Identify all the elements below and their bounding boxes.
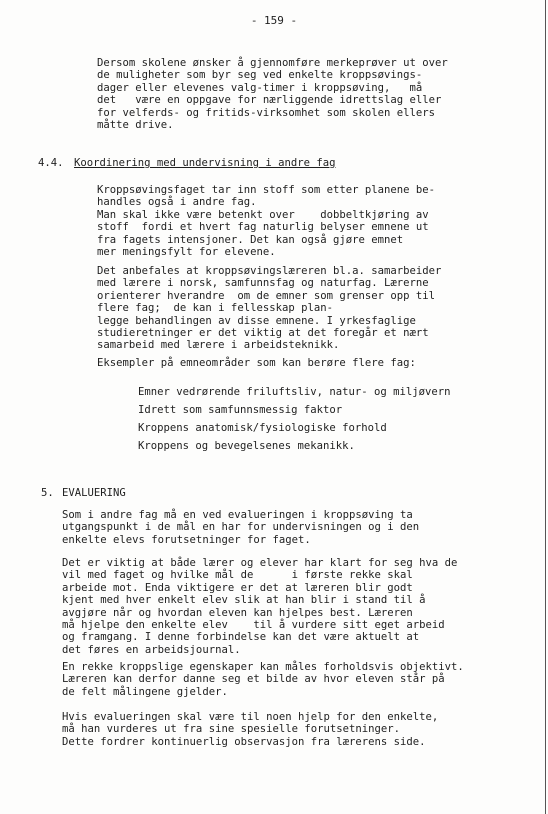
examples-list bbox=[138, 383, 451, 455]
text-line: legge behandlingen av disse emnene. I yrkesfaglige bbox=[97, 314, 416, 327]
text-line: flere fag; de kan i fellesskap plan- bbox=[97, 302, 333, 315]
text-line: avgjøre når og hvordan eleven kan hjelpes best. Læreren bbox=[62, 606, 413, 619]
text-line: Det er viktig at både lærer og elever har klart for seg hva de bbox=[62, 557, 458, 569]
paragraph-4-4-2 bbox=[97, 265, 441, 352]
section-heading-4-4 bbox=[38, 157, 336, 169]
text-line: Som i andre fag må en ved evalueringen i kroppsøving ta bbox=[62, 509, 413, 521]
text-line: fra fagets intensjoner. Det kan også gjøre emnet bbox=[97, 233, 404, 246]
paragraph-4-4-1 bbox=[97, 184, 435, 258]
text-line: det føres en arbeidsjournal. bbox=[62, 643, 241, 656]
paragraph-5-2 bbox=[62, 557, 457, 656]
section-title: Koordinering med undervisning i andre fag bbox=[74, 157, 336, 169]
text-line: kjent med hver enkelt elev slik at han blir i stand til å bbox=[62, 594, 426, 607]
text-line: de felt målingene gjelder. bbox=[62, 685, 228, 698]
section-title: EVALUERING bbox=[62, 487, 126, 499]
text-line: stoff fordi et hvert fag naturlig belyser emnene ut bbox=[97, 221, 429, 234]
text-line: med lærere i norsk, samfunnsfag og naturfag. Lærerne bbox=[97, 277, 429, 290]
list-item: Emner vedrørende friluftsliv, natur- og miljøvern bbox=[138, 386, 451, 398]
text-line: mer meningsfylt for elevene. bbox=[97, 245, 276, 258]
text-line: må han vurderes ut fra sine spesielle forutsetninger. bbox=[62, 723, 401, 736]
text-line: En rekke kroppslige egenskaper kan måles forholdsvis objektivt. bbox=[62, 661, 464, 673]
text-line: de muligheter som byr seg ved enkelte kroppsøvings- bbox=[97, 69, 423, 82]
text-line: dager eller elevenes valg-timer i kroppsøving, må bbox=[97, 81, 423, 94]
intro-paragraph bbox=[97, 57, 448, 131]
text-line: Kroppsøvingsfaget tar inn stoff som etter planene be- bbox=[97, 184, 436, 196]
page-edge-line bbox=[545, 0, 546, 814]
text-line: det være en oppgave for nærliggende idrettslag eller bbox=[97, 94, 442, 107]
paragraph-5-3 bbox=[62, 661, 464, 698]
text-line: Det anbefales at kroppsøvingslæreren bl.a. samarbeider bbox=[97, 265, 442, 277]
text-line: vil med faget og hvilke mål de i første rekke skal bbox=[62, 569, 413, 582]
section-heading-5 bbox=[41, 487, 126, 499]
text-line: Dette fordrer kontinuerlig observasjon fra lærerens side. bbox=[62, 735, 426, 748]
list-item: Kroppens anatomisk/fysiologiske forhold bbox=[138, 422, 387, 434]
text-line: samarbeid med lærere i arbeidsteknikk. bbox=[97, 339, 340, 352]
text-line: må hjelpe den enkelte elev til å vurdere sitt eget arbeid bbox=[62, 618, 445, 631]
text-line: enkelte elevs forutsetninger for faget. bbox=[62, 533, 311, 546]
section-number: 5. bbox=[41, 487, 54, 499]
paragraph-4-4-3 bbox=[97, 357, 416, 369]
text-line: handles også i andre fag. bbox=[97, 196, 257, 209]
text-line: Eksempler på emneområder som kan berøre flere fag: bbox=[97, 357, 416, 369]
paragraph-5-1 bbox=[62, 509, 419, 546]
list-item: Kroppens og bevegelsenes mekanikk. bbox=[138, 440, 355, 452]
text-line: Dersom skolene ønsker å gjennomføre merkeprøver ut over bbox=[97, 57, 448, 69]
text-line: Hvis evalueringen skal være til noen hjelp for den enkelte, bbox=[62, 711, 439, 723]
section-number: 4.4. bbox=[38, 157, 64, 169]
paragraph-5-4 bbox=[62, 711, 438, 748]
text-line: måtte drive. bbox=[97, 118, 174, 131]
text-line: utgangspunkt i de mål en har for undervisningen og i den bbox=[62, 521, 420, 534]
text-line: studieretninger er det viktig at det foregår et nært bbox=[97, 326, 429, 339]
text-line: Læreren kan derfor danne seg et bilde av hvor eleven står på bbox=[62, 673, 445, 686]
text-line: og framgang. I denne forbindelse kan det være aktuelt at bbox=[62, 631, 420, 644]
text-line: orienterer hverandre om de emner som grenser opp til bbox=[97, 289, 436, 302]
list-item: Idrett som samfunnsmessig faktor bbox=[138, 404, 343, 416]
text-line: arbeide mot. Enda viktigere er det at læreren blir godt bbox=[62, 581, 413, 594]
text-line: Man skal ikke være betenkt over dobbeltkjøring av bbox=[97, 208, 429, 221]
text-line: for velferds- og fritids-virksomhet som skolen ellers bbox=[97, 106, 436, 119]
page-number: - 159 - bbox=[250, 14, 298, 27]
